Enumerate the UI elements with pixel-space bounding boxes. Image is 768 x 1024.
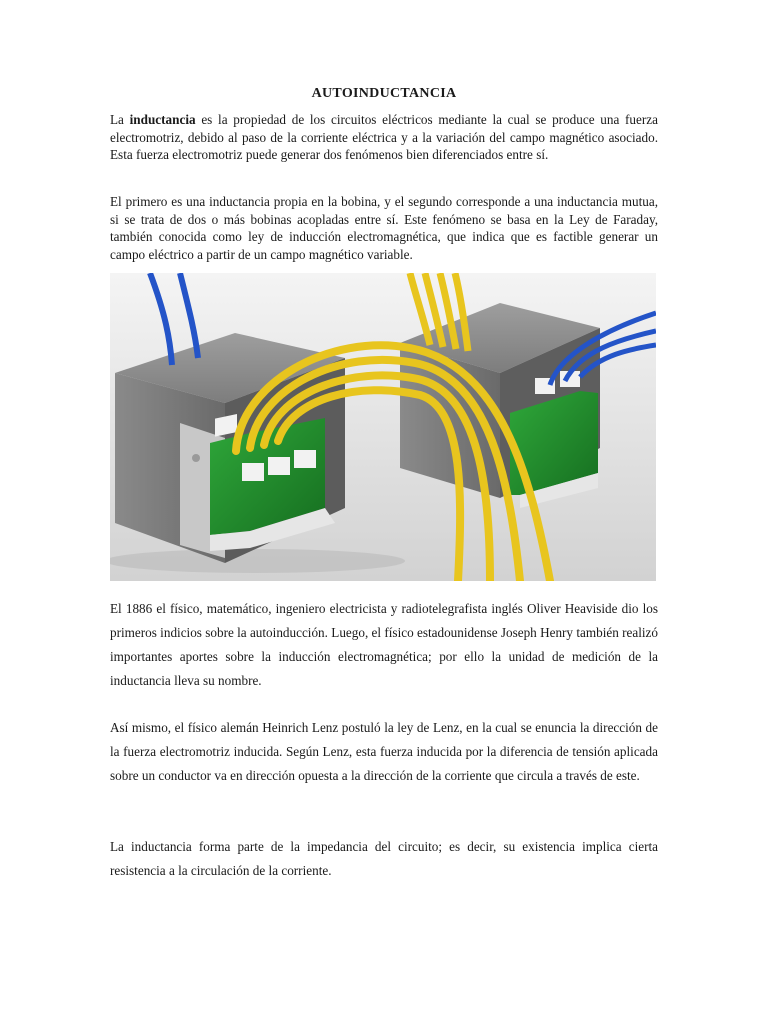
bold-term-inductancia: inductancia	[129, 112, 196, 127]
paragraph-1-lead: La	[110, 112, 130, 127]
paragraph-1-rest: es la propiedad de los circuitos eléctricos mediante la cual se produce una fuerza electromotriz, debido al paso de la corriente eléctrica y a la variación del campo magnético asociado. Esta fuerza electromotriz puede generar dos fenómenos bien diferenciados entre sí.	[110, 112, 658, 163]
transformer-illustration	[110, 273, 656, 581]
paragraph-5: La inductancia forma parte de la impedancia del circuito; es decir, su existencia implica cierta resistencia a la circulación de la corriente.	[110, 839, 658, 878]
paragraph-4: Así mismo, el físico alemán Heinrich Lenz postuló la ley de Lenz, en la cual se enuncia la dirección de la fuerza electromotriz inducida. Según Lenz, esta fuerza inducida por la diferencia de tensión aplicada sobre un conductor va en dirección opuesta a la dirección de la corriente que circula a través de este.	[110, 720, 658, 783]
transformer-illustration-svg	[110, 273, 656, 581]
paragraph-1	[110, 111, 658, 164]
paragraph-2: El primero es una inductancia propia en la bobina, y el segundo corresponde a una inductancia mutua, si se trata de dos o más bobinas acopladas entre sí. Este fenómeno se basa en la Ley de Faraday, también conocida como ley de inducción electromagnética, que indica que es factible generar un campo eléctrico a partir de un campo magnético variable.	[110, 194, 658, 262]
document-title: AUTOINDUCTANCIA	[311, 86, 457, 101]
paragraph-3: El 1886 el físico, matemático, ingeniero electricista y radiotelegrafista inglés Oliver Heaviside dio los primeros indicios sobre la autoinducción. Luego, el físico estadounidense Joseph Henry también realizó importantes aportes sobre la inducción electromagnética; por ello la unidad de medición de la inductancia lleva su nombre.	[110, 601, 658, 688]
